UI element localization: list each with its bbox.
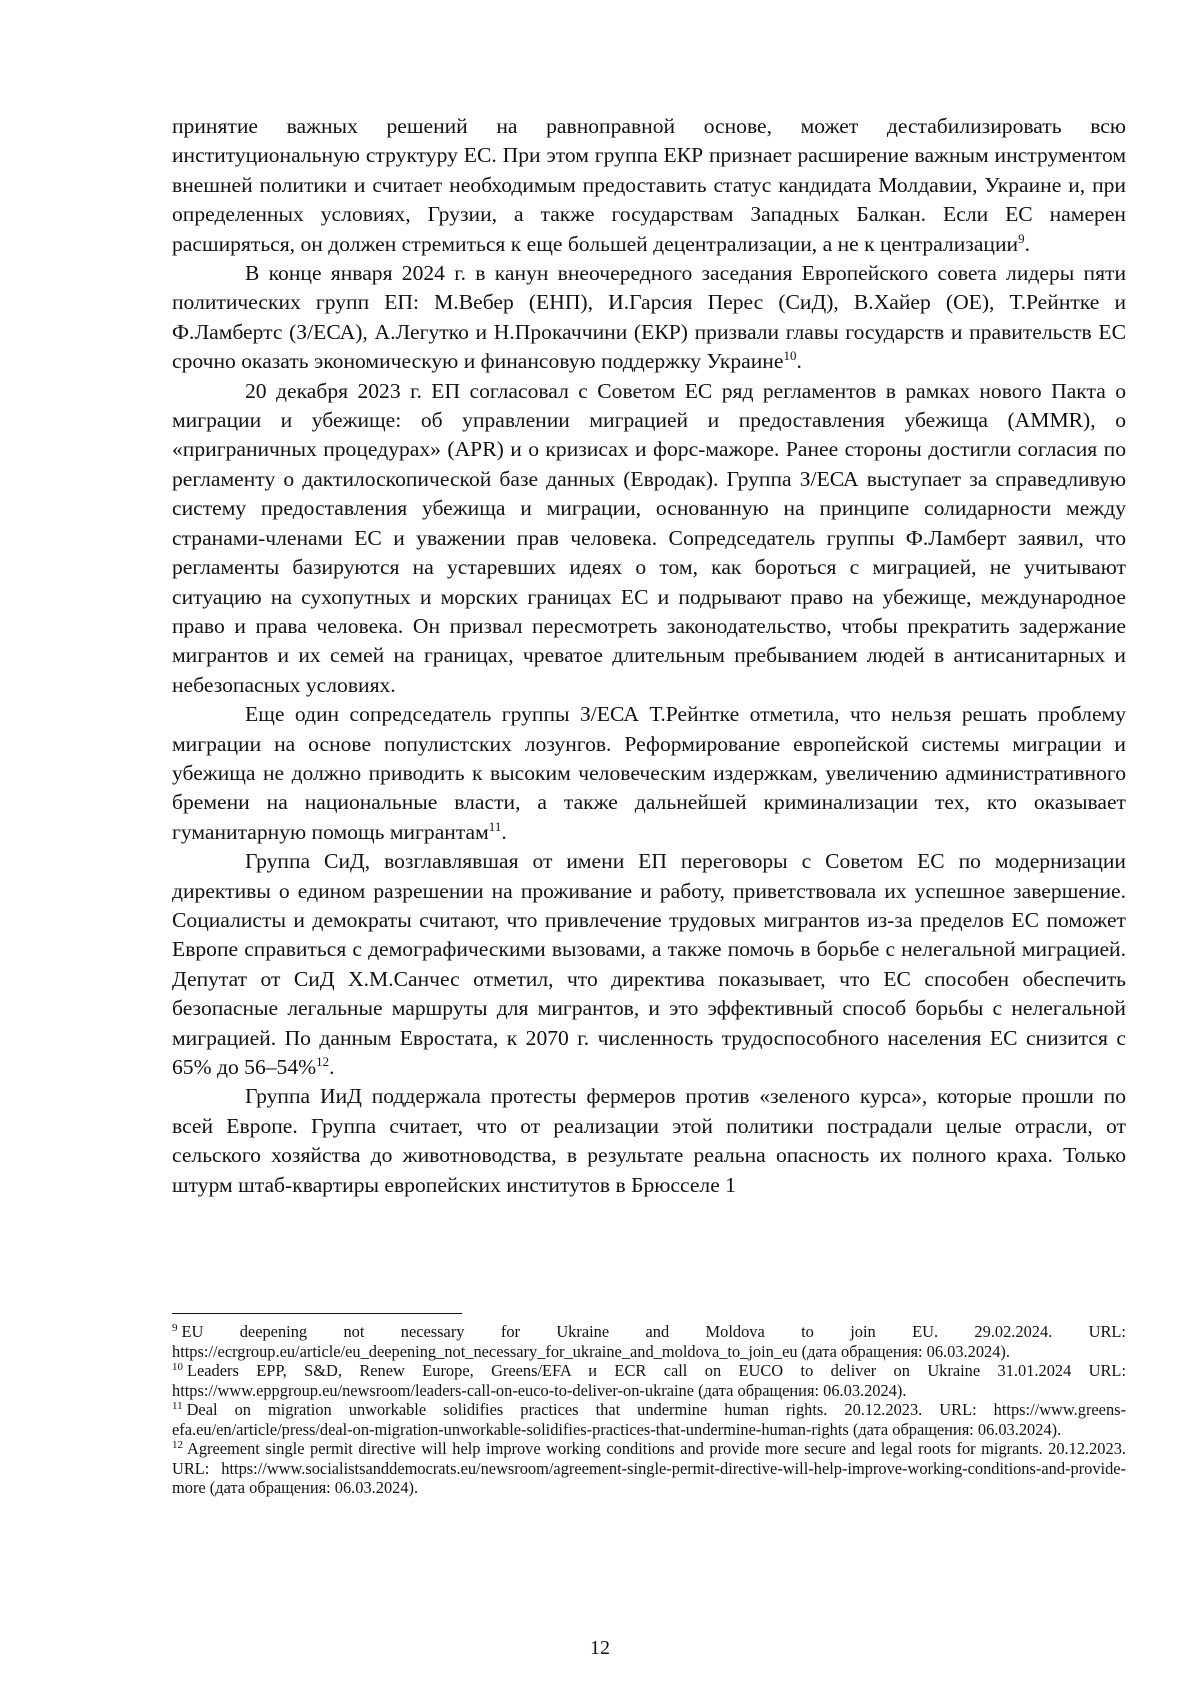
footnote-9-number: 9 [172,1321,178,1334]
paragraph-2 [172,259,1126,377]
footnotes-section [172,1313,1126,1498]
footnote-9 [172,1322,1126,1361]
footnote-9-text[interactable]: EU deepening not necessary for Ukraine and Moldova to join EU. 29.02.2024. URL: https://ecrgroup.eu/article/eu_deepening_not_necessary_for_ukraine_and_moldova_to_join_eu (дата обращения: 06.03.2024). [172,1322,1126,1361]
page-number: 12 [590,1637,610,1659]
footnote-ref-11[interactable]: 11 [488,818,502,834]
paragraph-3 [172,377,1126,700]
footnote-ref-10[interactable]: 10 [783,348,797,364]
paragraph-5-text: Группа СиД, возглавлявшая от имени ЕП переговоры с Советом ЕС по модернизации директивы о едином разрешении на проживание и работу, приветствовала их успешное завершение. Социалисты и демократы считают, что привлечение трудовых мигрантов из-за пределов ЕС поможет Европе справиться с демографическими вызовами, а также помочь в борьбе с нелегальной миграцией. Депутат от СиД Х.М.Санчес отметил, что директива показывает, что ЕС способен обеспечить безопасные легальные маршруты для мигрантов, и это эффективный способ борьбы с нелегальной миграцией. По данным Евростата, к 2070 г. численность трудоспособного населения ЕС снизится с 65% до 56–54% [172,849,1126,1079]
footnote-12 [172,1439,1126,1498]
footnote-12-number: 12 [172,1438,183,1451]
paragraph-5 [172,847,1126,1082]
footnote-11-text[interactable]: Deal on migration unworkable solidifies practices that undermine human rights. 20.12.2023. URL: https://www.greens-efa.eu/en/article/press/deal-on-migration-unworkable-solidifies-practices-that-undermine-human-rights (дата обращения: 06.03.2024). [172,1400,1126,1439]
paragraph-6-text: Группа ИиД поддержала протесты фермеров против «зеленого курса», которые прошли по всей Европе. Группа считает, что от реализации этой политики пострадали целые отрасли, от сельского хозяйства до животноводства, в результате реальна опасность их полного краха. Только штурм штаб-квартиры европейских институтов в Брюсселе 1 [172,1084,1126,1197]
footnote-ref-9[interactable]: 9 [1018,230,1025,246]
footnote-ref-12[interactable]: 12 [316,1053,330,1069]
paragraph-1-text: принятие важных решений на равноправной основе, может дестабилизировать всю институциональную структуру ЕС. При этом группа ЕКР признает расширение важным инструментом внешней политики и считает необходимым предоставить статус кандидата Молдавии, Украине и, при определенных условиях, Грузии, а также государствам Западных Балкан. Если ЕС намерен расширяться, он должен стремиться к еще большей децентрализации, а не к централизации [172,114,1126,256]
footnote-12-text[interactable]: Agreement single permit directive will help improve working conditions and provide more secure and legal roots for migrants. 20.12.2023. URL: https://www.socialistsanddemocrats.eu/newsroom/agreement-single-permit-directive-will-help-improve-working-conditions-and-provide-more (дата обращения: 06.03.2024). [172,1439,1126,1497]
footnote-11 [172,1400,1126,1439]
main-text [172,112,1126,1200]
paragraph-3-text: 20 декабря 2023 г. ЕП согласовал с Советом ЕС ряд регламентов в рамках нового Пакта о миграции и убежище: об управлении миграцией и предоставления убежища (AMMR), о «приграничных процедурах» (APR) и о кризисах и форс-мажоре. Ранее стороны достигли согласия по регламенту о дактилоскопической базе данных (Евродак). Группа З/ЕСА выступает за справедливую систему предоставления убежища и миграции, основанную на принципе солидарности между странами-членами ЕС и уважении прав человека. Сопредседатель группы Ф.Ламберт заявил, что регламенты базируются на устаревших идеях о том, как бороться с миграцией, не учитывают ситуацию на сухопутных и морских границах ЕС и подрывают право на убежище, международное право и права человека. Он призвал пересмотреть законодательство, чтобы прекратить задержание мигрантов и их семей на границах, чреватое длительным пребыванием людей в антисанитарных и небезопасных условиях. [172,378,1126,697]
paragraph-1 [172,112,1126,259]
footnote-divider [172,1313,462,1314]
footnote-10-text[interactable]: Leaders EPP, S&D, Renew Europe, Greens/EFA и ECR call on EUCO to deliver on Ukraine 31.01.2024 URL: https://www.eppgroup.eu/newsroom/leaders-call-on-euco-to-deliver-on-ukraine (дата обращения: 06.03.2024). [172,1361,1126,1400]
footnote-11-number: 11 [172,1399,183,1412]
paragraph-6 [172,1082,1126,1200]
paragraph-4-text: Еще один сопредседатель группы З/ЕСА Т.Рейнтке отметила, что нельзя решать проблему миграции на основе популистских лозунгов. Реформирование европейской системы миграции и убежища не должно приводить к высоким человеческим издержкам, увеличению административного бремени на национальные власти, а также дальнейшей криминализации тех, кто оказывает гуманитарную помощь мигрантам [172,702,1126,844]
paragraph-2-text: В конце января 2024 г. в канун внеочередного заседания Европейского совета лидеры пяти политических групп ЕП: М.Вебер (ЕНП), И.Гарсия Перес (СиД), В.Хайер (ОЕ), Т.Рейнтке и Ф.Ламбертс (З/ЕСА), А.Легутко и Н.Прокаччини (ЕКР) призвали главы государств и правительств ЕС срочно оказать экономическую и финансовую поддержку Украине [172,261,1126,374]
paragraph-4-tail: . [501,819,507,844]
paragraph-2-tail: . [796,349,802,374]
paragraph-1-tail: . [1024,231,1030,256]
paragraph-5-tail: . [329,1055,335,1079]
footnote-10 [172,1361,1126,1400]
paragraph-4 [172,700,1126,847]
footnote-10-number: 10 [172,1360,183,1373]
